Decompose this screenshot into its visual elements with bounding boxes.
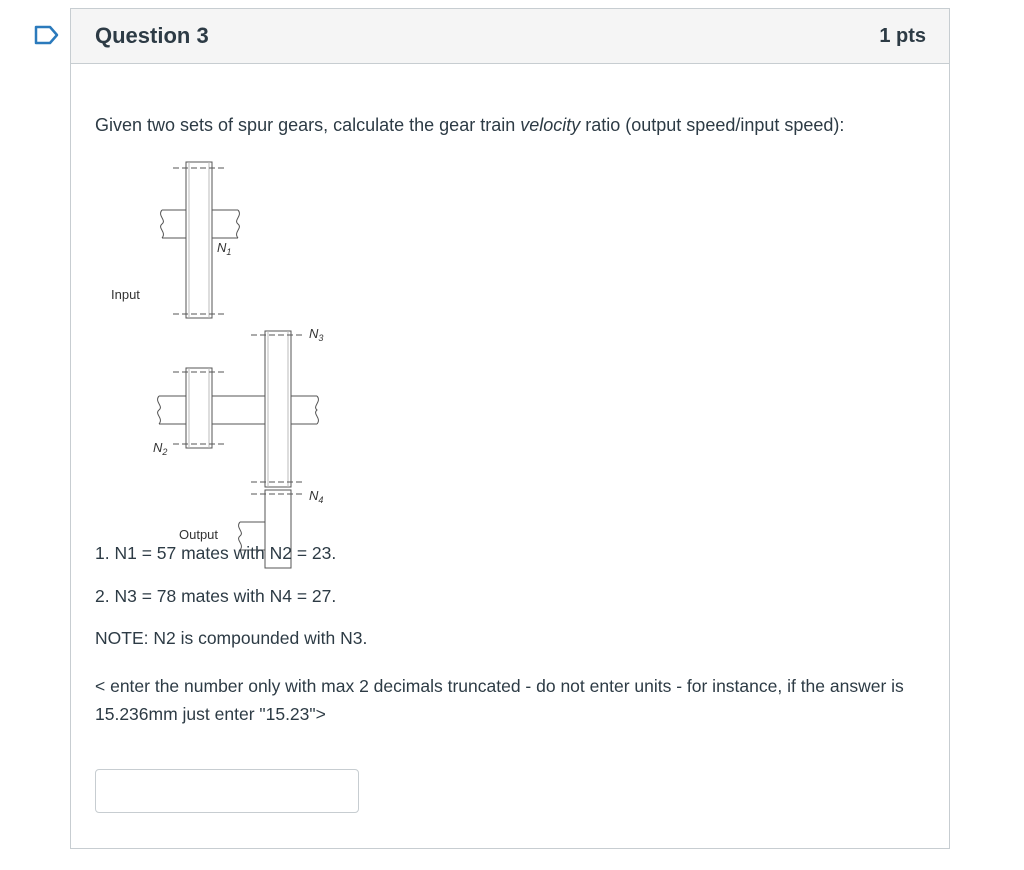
question-title: Question 3 <box>95 23 209 48</box>
compound-note: NOTE: N2 is compounded with N3. <box>95 628 368 648</box>
n1-label: $N_1$ <box>217 240 232 257</box>
output-label: Output <box>179 527 219 542</box>
question-points: 1 pts <box>879 24 926 47</box>
answer-instructions: < enter the number only with max 2 decimals truncated - do not enter units - for instance, if the answer is 15.236mm just enter "15.23"> <box>95 676 904 724</box>
bookmark-flag-icon[interactable] <box>34 25 60 45</box>
prompt-text-start: Given two sets of spur gears, calculate the gear train <box>95 115 521 135</box>
input-label: Input <box>111 287 140 302</box>
answer-input[interactable] <box>95 769 359 813</box>
prompt-emphasis: velocity <box>520 115 581 135</box>
n3-label: $N_3$ <box>309 326 324 343</box>
gear-pair-2-text: 2. N3 = 78 mates with N4 = 27. <box>95 586 337 606</box>
gear-pair-1-text: 1. N1 = 57 mates with N2 = 23. <box>95 543 337 563</box>
gear-train-diagram <box>101 154 371 542</box>
n4-label: $N_4$ <box>309 488 324 505</box>
question-header <box>71 9 949 64</box>
prompt-text-end: ratio (output speed/input speed): <box>580 115 845 135</box>
question-card <box>70 8 950 849</box>
question-prompt <box>95 115 844 136</box>
n2-label: $N_2$ <box>153 440 168 457</box>
